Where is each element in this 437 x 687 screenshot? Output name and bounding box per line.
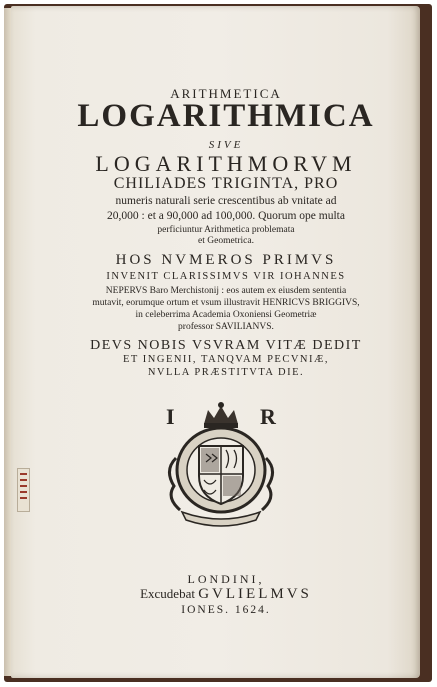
imprint-printer-line (41, 586, 411, 603)
numeris-line: numeris naturali serie crescentibus ab vnitate ad (115, 195, 337, 207)
mutavit-line: mutavit, eorumque ortum et vsum illustravit HENRICVS BRIGGIVS, (92, 298, 360, 308)
gulielmus-text: GVLIELMVS (198, 586, 312, 602)
deus-line: DEVS NOBIS VSVRAM VITÆ DEDIT (90, 338, 362, 353)
arithmetica-line: ARITHMETICA (170, 86, 282, 101)
nulla-line: NVLLA PRÆSTITVTA DIE. (147, 367, 305, 378)
title-page (11, 6, 420, 678)
logarithmorum-line: LOGARITHMORVM (95, 151, 357, 176)
professor-line: professor SAVILIANVS. (178, 322, 274, 332)
bookmark-tab (17, 468, 30, 512)
excudebat-text: Excudebat (140, 586, 195, 601)
hos-numeros-line: HOS NVMEROS PRIMVS (115, 252, 337, 268)
geometrica-line: et Geometrica. (198, 236, 254, 246)
range-line: 20,000 : et a 90,000 ad 100,000. Quorum ope multa (107, 210, 345, 222)
imprint-date: IONES. 1624. (181, 604, 271, 616)
crest-letter-right: R (260, 404, 276, 429)
chiliades-line: CHILIADES TRIGINTA, PRO (113, 175, 339, 192)
imprint-place: LONDINI, (187, 572, 265, 586)
perficiuntur-line: perficiuntur Arithmetica problemata (157, 225, 295, 235)
main-title: LOGARITHMICA (77, 98, 375, 134)
crest-letter-left: I (166, 404, 175, 429)
royal-crest-icon (156, 398, 286, 528)
sive-line: SIVE (208, 139, 244, 151)
ingenii-line: ET INGENII, TANQVAM PECVNIÆ, (123, 354, 329, 365)
invenit-line: INVENIT CLARISSIMVS VIR IOHANNES (106, 271, 346, 282)
neperus-line: NEPERVS Baro Merchistonij : eos autem ex eiusdem sententia (105, 286, 347, 296)
celeberrima-line: in celeberrima Academia Oxoniensi Geometriæ (135, 310, 317, 320)
